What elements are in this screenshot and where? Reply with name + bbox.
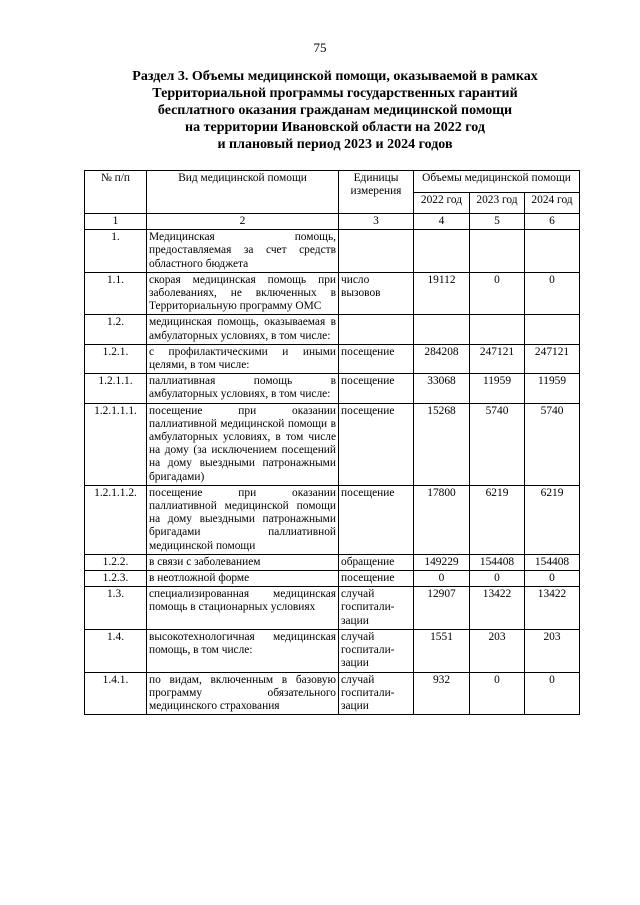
header-num: № п/п bbox=[85, 171, 147, 214]
header-kind: Вид медицинской помощи bbox=[147, 171, 339, 214]
col-number: 5 bbox=[470, 214, 525, 230]
table-row bbox=[85, 403, 580, 485]
title-line: бесплатного оказания гражданам медицинской помощи bbox=[157, 103, 513, 118]
header-2024: 2024 год bbox=[525, 192, 580, 214]
row-kind: посещение при оказании паллиативной медицинской помощи в амбулаторных условиях, в том числе на дому (за исключением посещений на дому выездными патронажными бригадами) bbox=[147, 403, 339, 485]
row-number: 1.2.2. bbox=[85, 554, 147, 570]
row-kind: медицинская помощь, оказываемая в амбулаторных условиях, в том числе: bbox=[147, 315, 339, 344]
title-line: Территориальной программы государственных гарантий bbox=[152, 86, 518, 101]
header-unit: Единицы измерения bbox=[339, 171, 414, 214]
table-row bbox=[85, 230, 580, 273]
row-value-2022: 284208 bbox=[414, 344, 470, 373]
row-number: 1.1. bbox=[85, 272, 147, 315]
row-value-2023 bbox=[470, 230, 525, 273]
row-unit: посещение bbox=[339, 403, 414, 485]
row-value-2024: 0 bbox=[525, 672, 580, 715]
row-unit: обращение bbox=[339, 554, 414, 570]
row-kind: с профилактическими и иными целями, в том числе: bbox=[147, 344, 339, 373]
table-row bbox=[85, 485, 580, 554]
row-value-2024 bbox=[525, 315, 580, 344]
row-unit: посещение bbox=[339, 374, 414, 403]
row-unit: случай госпитали-зации bbox=[339, 672, 414, 715]
column-numbers-row bbox=[85, 214, 580, 230]
row-value-2023 bbox=[470, 315, 525, 344]
header-2022: 2022 год bbox=[414, 192, 470, 214]
row-value-2022: 932 bbox=[414, 672, 470, 715]
row-value-2024: 6219 bbox=[525, 485, 580, 554]
row-value-2022 bbox=[414, 230, 470, 273]
row-value-2024 bbox=[525, 230, 580, 273]
row-unit: посещение bbox=[339, 571, 414, 587]
title-line: на территории Ивановской области на 2022 год bbox=[185, 120, 485, 135]
table-row bbox=[85, 374, 580, 403]
page-number: 75 bbox=[313, 40, 327, 55]
row-value-2023: 0 bbox=[470, 272, 525, 315]
volumes-table bbox=[84, 170, 580, 715]
header-row bbox=[85, 171, 580, 193]
row-value-2024: 5740 bbox=[525, 403, 580, 485]
row-kind: скорая медицинская помощь при заболеваниях, не включенных в Территориальную программу ОМС bbox=[147, 272, 339, 315]
row-value-2023: 11959 bbox=[470, 374, 525, 403]
col-number: 1 bbox=[85, 214, 147, 230]
row-kind: паллиативная помощь в амбулаторных условиях, в том числе: bbox=[147, 374, 339, 403]
row-number: 1.4.1. bbox=[85, 672, 147, 715]
row-kind: посещение при оказании паллиативной медицинской помощи на дому выездными патронажными бригадами паллиативной медицинской помощи bbox=[147, 485, 339, 554]
row-value-2022: 19112 bbox=[414, 272, 470, 315]
row-value-2022: 15268 bbox=[414, 403, 470, 485]
row-kind: в связи с заболеванием bbox=[147, 554, 339, 570]
table-row bbox=[85, 672, 580, 715]
row-value-2022: 149229 bbox=[414, 554, 470, 570]
table-row bbox=[85, 344, 580, 373]
title-line: Раздел 3. Объемы медицинской помощи, оказываемой в рамках bbox=[132, 69, 538, 84]
row-kind: Медицинская помощь, предоставляемая за счет средств областного бюджета bbox=[147, 230, 339, 273]
row-value-2023: 5740 bbox=[470, 403, 525, 485]
row-unit: случай госпитали-зации bbox=[339, 587, 414, 630]
row-kind: высокотехнологичная медицинская помощь, в том числе: bbox=[147, 629, 339, 672]
row-number: 1.2.1.1.1. bbox=[85, 403, 147, 485]
row-value-2022: 12907 bbox=[414, 587, 470, 630]
row-value-2023: 13422 bbox=[470, 587, 525, 630]
col-number: 2 bbox=[147, 214, 339, 230]
title-line: и плановый период 2023 и 2024 годов bbox=[217, 137, 453, 152]
row-value-2024: 13422 bbox=[525, 587, 580, 630]
row-unit: число вызовов bbox=[339, 272, 414, 315]
col-number: 6 bbox=[525, 214, 580, 230]
row-value-2024: 247121 bbox=[525, 344, 580, 373]
row-value-2023: 203 bbox=[470, 629, 525, 672]
row-number: 1.2.1. bbox=[85, 344, 147, 373]
row-value-2022: 17800 bbox=[414, 485, 470, 554]
col-number: 4 bbox=[414, 214, 470, 230]
table-row bbox=[85, 571, 580, 587]
row-value-2024: 154408 bbox=[525, 554, 580, 570]
row-value-2024: 0 bbox=[525, 272, 580, 315]
row-value-2023: 154408 bbox=[470, 554, 525, 570]
row-kind: специализированная медицинская помощь в стационарных условиях bbox=[147, 587, 339, 630]
row-value-2022: 1551 bbox=[414, 629, 470, 672]
col-number: 3 bbox=[339, 214, 414, 230]
row-value-2022: 33068 bbox=[414, 374, 470, 403]
row-value-2024: 203 bbox=[525, 629, 580, 672]
row-number: 1.2.3. bbox=[85, 571, 147, 587]
row-number: 1.4. bbox=[85, 629, 147, 672]
row-value-2023: 0 bbox=[470, 571, 525, 587]
row-value-2024: 11959 bbox=[525, 374, 580, 403]
row-number: 1.2.1.1.2. bbox=[85, 485, 147, 554]
row-unit: посещение bbox=[339, 485, 414, 554]
row-value-2022: 0 bbox=[414, 571, 470, 587]
row-number: 1. bbox=[85, 230, 147, 273]
row-value-2022 bbox=[414, 315, 470, 344]
row-value-2023: 247121 bbox=[470, 344, 525, 373]
row-unit: случай госпитали-зации bbox=[339, 629, 414, 672]
row-kind: в неотложной форме bbox=[147, 571, 339, 587]
row-unit bbox=[339, 315, 414, 344]
row-unit: посещение bbox=[339, 344, 414, 373]
table-row bbox=[85, 272, 580, 315]
row-kind: по видам, включенным в базовую программу обязательного медицинского страхования bbox=[147, 672, 339, 715]
row-number: 1.2.1.1. bbox=[85, 374, 147, 403]
table-row bbox=[85, 629, 580, 672]
table-row bbox=[85, 587, 580, 630]
section-title bbox=[90, 68, 580, 153]
row-value-2024: 0 bbox=[525, 571, 580, 587]
header-2023: 2023 год bbox=[470, 192, 525, 214]
row-number: 1.2. bbox=[85, 315, 147, 344]
table-row bbox=[85, 315, 580, 344]
row-number: 1.3. bbox=[85, 587, 147, 630]
row-value-2023: 0 bbox=[470, 672, 525, 715]
row-value-2023: 6219 bbox=[470, 485, 525, 554]
table-row bbox=[85, 554, 580, 570]
row-unit bbox=[339, 230, 414, 273]
header-volumes: Объемы медицинской помощи bbox=[414, 171, 580, 193]
